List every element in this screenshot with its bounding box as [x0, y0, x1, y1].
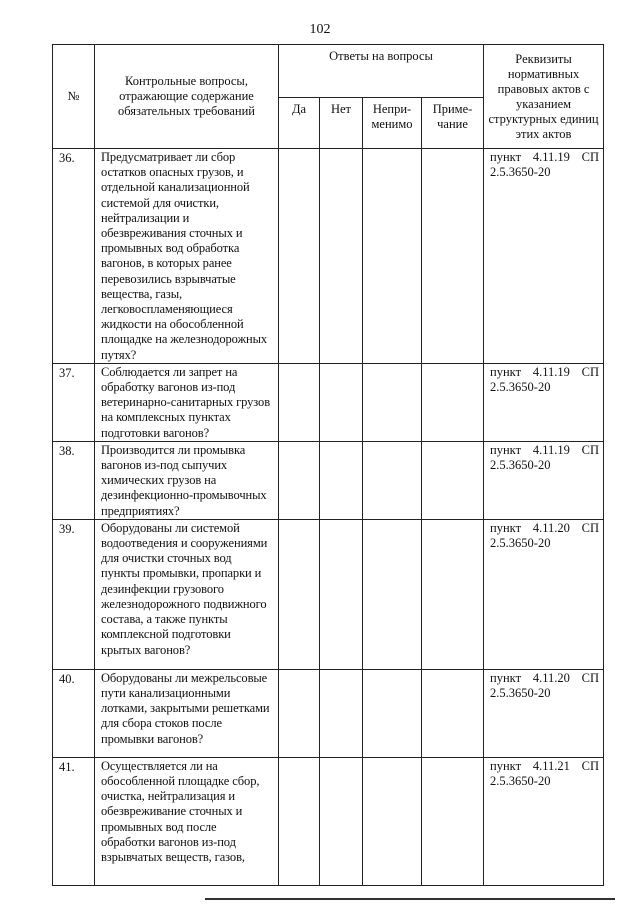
header-note-line2: чание [437, 117, 468, 131]
answer-note-cell[interactable] [422, 519, 484, 669]
answer-not-applicable-cell[interactable] [363, 363, 422, 441]
header-questions: Контрольные вопросы, отражающие содержание обязательных требований [95, 45, 279, 149]
header-not-applicable [363, 98, 422, 149]
answer-yes-cell[interactable] [279, 757, 320, 885]
checklist-table [52, 44, 604, 886]
answer-note-cell[interactable] [422, 757, 484, 885]
table-row [53, 149, 604, 364]
ref-code: СП [581, 364, 600, 379]
answer-note-cell[interactable] [422, 669, 484, 757]
answer-note-cell[interactable] [422, 441, 484, 519]
answer-note-cell[interactable] [422, 149, 484, 364]
ref-code: СП [581, 150, 600, 164]
row-question: Соблюдается ли запрет на обработку вагонов из-под ветеринарно-санитарных грузов на комплексных пунктах подготовки вагонов? [95, 363, 279, 441]
row-question: Предусматривает ли сбор остатков опасных грузов, и отдельной канализационной системой для очистки, нейтрализации и обезвреживания сточных и промывных вод обработка вагонов, в которых ранее перевозились взрывчатые вещества, газы, легковоспламеняющиеся жидкости на обособленной площадке на железнодорожных путях? [95, 149, 279, 364]
row-number: 40. [53, 669, 95, 757]
row-number: 36. [53, 149, 95, 364]
answer-not-applicable-cell[interactable] [363, 441, 422, 519]
row-requisites [484, 669, 604, 757]
ref-clause: 4.11.19 [532, 364, 570, 379]
table-row [53, 757, 604, 885]
header-requisites: Реквизиты нормативных правовых актов с указанием структурных единиц этих актов [484, 45, 604, 149]
row-number: 37. [53, 363, 95, 441]
answer-yes-cell[interactable] [279, 669, 320, 757]
page-number: 102 [309, 22, 331, 37]
ref-code: СП [581, 442, 600, 457]
ref-word: пункт [490, 520, 522, 535]
row-requisites [484, 441, 604, 519]
row-requisites [484, 757, 604, 885]
ref-clause: 4.11.19 [532, 442, 570, 457]
header-not-applicable-line2: менимо [371, 117, 413, 131]
answer-no-cell[interactable] [320, 519, 363, 669]
header-no: Нет [320, 98, 363, 149]
ref-document: 2.5.3650-20 [490, 458, 551, 473]
row-number: 39. [53, 519, 95, 669]
row-question: Оборудованы ли межрельсовые пути канализационными лотками, закрытыми решетками для сбора стоков после промывки вагонов? [95, 669, 279, 757]
header-yes: Да [279, 98, 320, 149]
header-number: № [53, 45, 95, 149]
answer-note-cell[interactable] [422, 363, 484, 441]
answer-yes-cell[interactable] [279, 519, 320, 669]
ref-document: 2.5.3650-20 [490, 165, 551, 180]
ref-word: пункт [490, 758, 522, 773]
header-note [422, 98, 484, 149]
ref-clause: 4.11.21 [532, 758, 570, 773]
ref-word: пункт [490, 442, 522, 457]
ref-clause: 4.11.20 [532, 520, 570, 535]
answer-not-applicable-cell[interactable] [363, 149, 422, 364]
row-number: 41. [53, 757, 95, 885]
row-question: Производится ли промывка вагонов из-под сыпучих химических грузов на дезинфекционно-промывочных предприятиях? [95, 441, 279, 519]
table-row [53, 363, 604, 441]
ref-clause: 4.11.19 [532, 150, 570, 164]
ref-code: СП [581, 520, 600, 535]
row-requisites [484, 519, 604, 669]
ref-word: пункт [490, 364, 522, 379]
answer-no-cell[interactable] [320, 363, 363, 441]
answer-not-applicable-cell[interactable] [363, 757, 422, 885]
ref-code: СП [581, 670, 600, 685]
answer-not-applicable-cell[interactable] [363, 669, 422, 757]
ref-word: пункт [490, 670, 522, 685]
ref-word: пункт [490, 150, 522, 164]
answer-no-cell[interactable] [320, 441, 363, 519]
row-requisites [484, 149, 604, 364]
row-number: 38. [53, 441, 95, 519]
answer-no-cell[interactable] [320, 149, 363, 364]
row-question: Оборудованы ли системой водоотведения и сооружениями для очистки сточных вод пункты промывки, пропарки и дезинфекции грузового железнодорожного подвижного состава, а также пункты комплексной подготовки крытых вагонов? [95, 519, 279, 669]
ref-document: 2.5.3650-20 [490, 536, 551, 551]
answer-yes-cell[interactable] [279, 149, 320, 364]
table-header [53, 45, 604, 149]
row-requisites [484, 363, 604, 441]
answer-yes-cell[interactable] [279, 363, 320, 441]
row-question: Осуществляется ли на обособленной площадке сбор, очистка, нейтрализация и обезвреживание сточных и промывных вод после обработки вагонов из-под взрывчатых веществ, газов, [95, 757, 279, 885]
answer-not-applicable-cell[interactable] [363, 519, 422, 669]
answer-no-cell[interactable] [320, 757, 363, 885]
ref-code: СП [581, 758, 600, 773]
answer-yes-cell[interactable] [279, 441, 320, 519]
table-row [53, 669, 604, 757]
table-row [53, 519, 604, 669]
ref-clause: 4.11.20 [532, 670, 570, 685]
header-not-applicable-line1: Непри- [372, 102, 412, 116]
bottom-rule [205, 898, 615, 900]
ref-document: 2.5.3650-20 [490, 380, 551, 395]
ref-document: 2.5.3650-20 [490, 686, 551, 701]
header-note-line1: Приме- [432, 102, 473, 116]
ref-document: 2.5.3650-20 [490, 774, 551, 789]
answer-no-cell[interactable] [320, 669, 363, 757]
header-answers: Ответы на вопросы [279, 45, 484, 98]
table-row [53, 441, 604, 519]
